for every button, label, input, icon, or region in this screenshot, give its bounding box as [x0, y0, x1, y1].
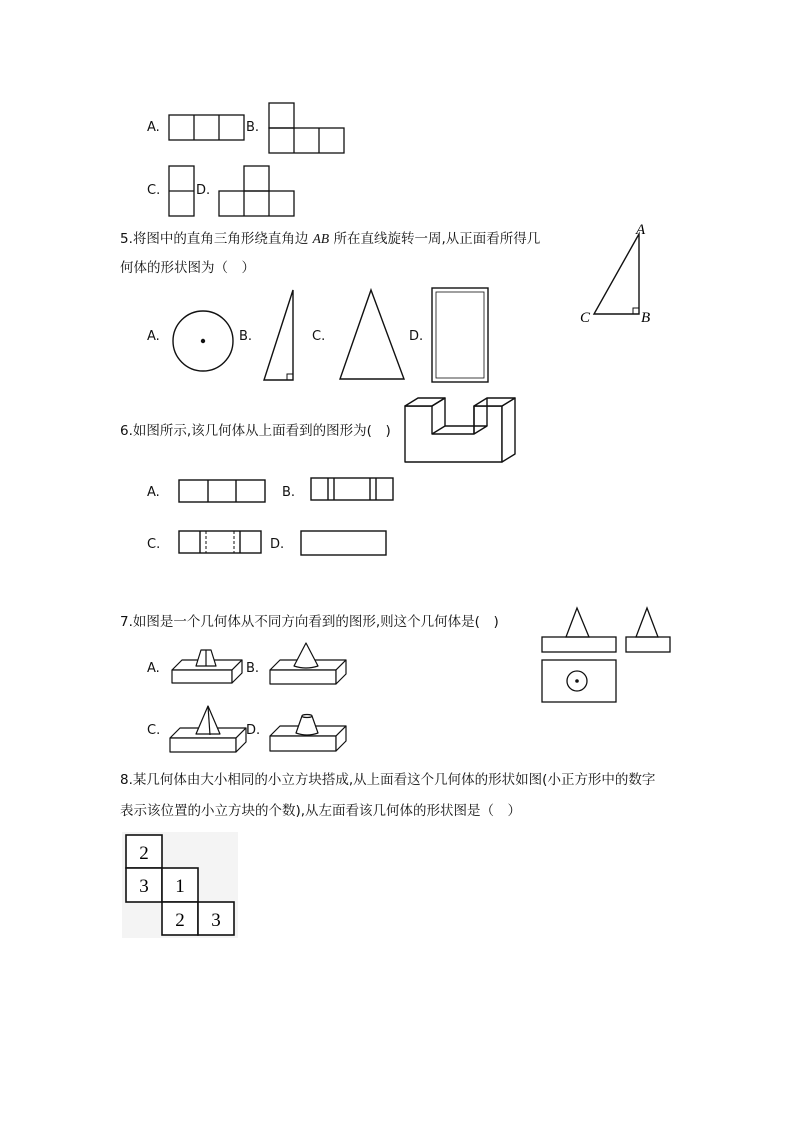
q6-option-a-figure: [178, 479, 268, 505]
q7-option-d-label: D.: [246, 723, 261, 738]
q6-option-c-figure: [178, 530, 264, 556]
q8-top-view-grid: [122, 832, 238, 938]
q6-option-b-label: B.: [282, 485, 296, 500]
q6-option-d-label: D.: [270, 537, 285, 552]
q4-option-c-figure: [168, 165, 196, 219]
q6-option-c-label: C.: [147, 537, 161, 552]
q7-option-a-label: A.: [147, 661, 160, 676]
q4-option-b-figure: [268, 102, 348, 156]
q5-option-a-figure: [170, 308, 236, 374]
q5-option-b-figure: [260, 288, 300, 384]
q5-option-d-figure: [430, 286, 492, 386]
q5-label-a: A: [636, 222, 646, 238]
q6-solid-figure: [402, 394, 524, 466]
q8-grid-cell: 1: [175, 876, 185, 897]
q8-grid-cell: 2: [139, 843, 149, 864]
q5-stem-line1-post: 所在直线旋转一周,从正面看所得几: [329, 231, 541, 247]
q5-option-c-figure: [336, 286, 408, 384]
q4-option-d-figure: [218, 165, 298, 219]
q6-stem: 6.如图所示,该几何体从上面看到的图形为( ): [120, 423, 391, 439]
q7-option-c-figure: [166, 704, 250, 756]
q8-stem-line2: 表示该位置的小立方块的个数),从左面看该几何体的形状图是（ ）: [120, 803, 522, 819]
q6-option-a-label: A.: [147, 485, 160, 500]
q4-option-d-label: D.: [196, 183, 211, 198]
q8-stem-line1: 8.某几何体由大小相同的小立方块搭成,从上面看这个几何体的形状如图(小正方形中的数字: [120, 772, 656, 788]
q7-option-b-label: B.: [246, 661, 260, 676]
q4-option-a-figure: [168, 114, 248, 142]
q5-option-c-label: C.: [312, 329, 326, 344]
q6-option-d-figure: [300, 530, 390, 558]
q5-stem-var: AB: [312, 231, 330, 246]
q7-option-a-figure: [168, 646, 246, 686]
q5-option-a-label: A.: [147, 329, 160, 344]
q4-option-a-label: A.: [147, 120, 160, 135]
q8-grid-cell: 2: [175, 910, 185, 931]
q6-option-b-figure: [310, 477, 396, 503]
q5-stem-line2: 何体的形状图为（ ）: [120, 260, 255, 276]
q5-triangle-figure: [572, 218, 672, 328]
q7-three-views-figure: [540, 604, 675, 706]
q8-grid-cell: 3: [139, 876, 149, 897]
q7-stem: 7.如图是一个几何体从不同方向看到的图形,则这个几何体是( ): [120, 614, 499, 630]
q4-option-b-label: B.: [246, 120, 260, 135]
q5-label-c: C: [580, 310, 591, 326]
q4-option-c-label: C.: [147, 183, 161, 198]
q5-option-b-label: B.: [239, 329, 253, 344]
q8-grid-cell: 3: [211, 910, 221, 931]
q5-label-b: B: [641, 310, 651, 326]
q7-option-c-label: C.: [147, 723, 161, 738]
q5-option-d-label: D.: [409, 329, 424, 344]
q5-stem-line1: [120, 232, 540, 247]
q7-option-b-figure: [266, 640, 350, 688]
q5-stem-line1-pre: 5.将图中的直角三角形绕直角边: [120, 231, 313, 247]
q7-option-d-figure: [266, 712, 350, 756]
